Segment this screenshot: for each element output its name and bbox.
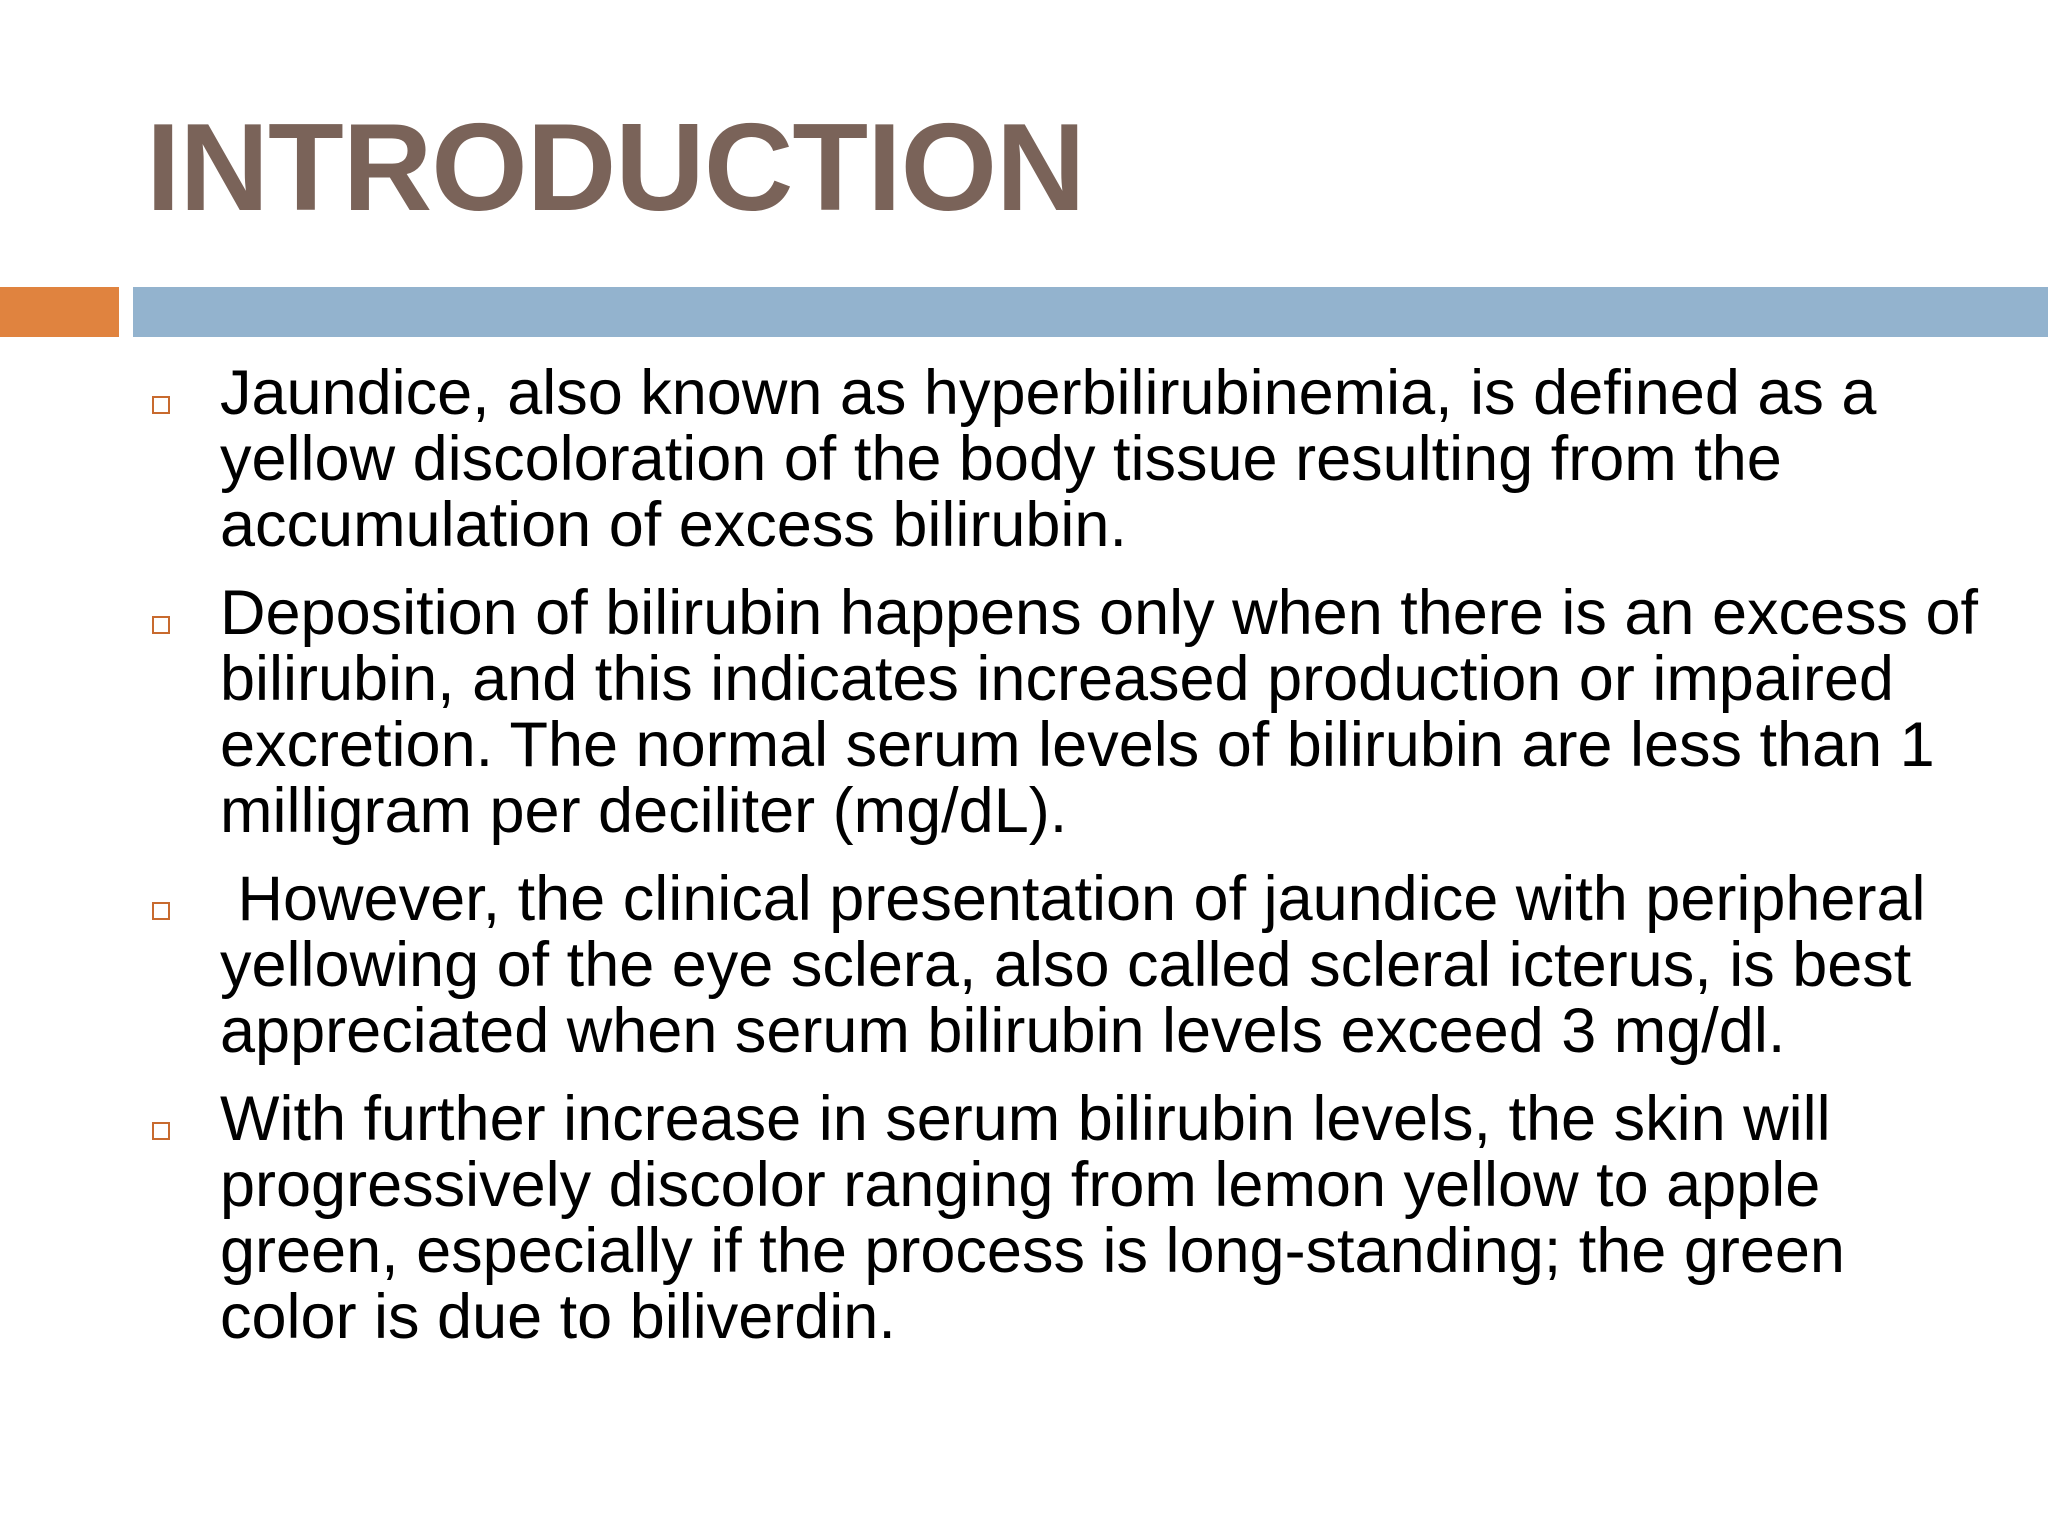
bullet-text: Deposition of bilirubin happens only when there is an excess of bilirubin, and this indicates increased production or impaired excretion. The normal serum levels of bilirubin are less than 1 milligram per deciliter (mg/dL). [220,578,1996,846]
title-accent-bar-blue [133,287,2048,337]
bullet-text: Jaundice, also known as hyperbilirubinemia, is defined as a yellow discoloration of the body tissue resulting from the accumulation of excess bilirubin. [220,358,1894,560]
bullet-text: With further increase in serum bilirubin levels, the skin will progressively discolor ranging from lemon yellow to apple green, especially if the process is long-standing; the green color is due to biliverdin. [220,1084,1863,1352]
hollow-square-bullet-icon [152,616,170,634]
bullet-item [150,360,1980,558]
bullet-item [150,866,1980,1064]
bullet-list [150,358,1996,1372]
hollow-square-bullet-icon [152,902,170,920]
bullet-item [150,578,1996,846]
hollow-square-bullet-icon [152,1122,170,1140]
hollow-square-bullet-icon [152,396,170,414]
title-accent-bar-orange [0,287,119,337]
bullet-text: However, the clinical presentation of jaundice with peripheral yellowing of the eye sclera, also called scleral icterus, is best appreciated when serum bilirubin levels exceed 3 mg/dl. [220,864,1943,1066]
bullet-item [150,1086,1980,1350]
slide-title: INTRODUCTION [146,99,1085,237]
